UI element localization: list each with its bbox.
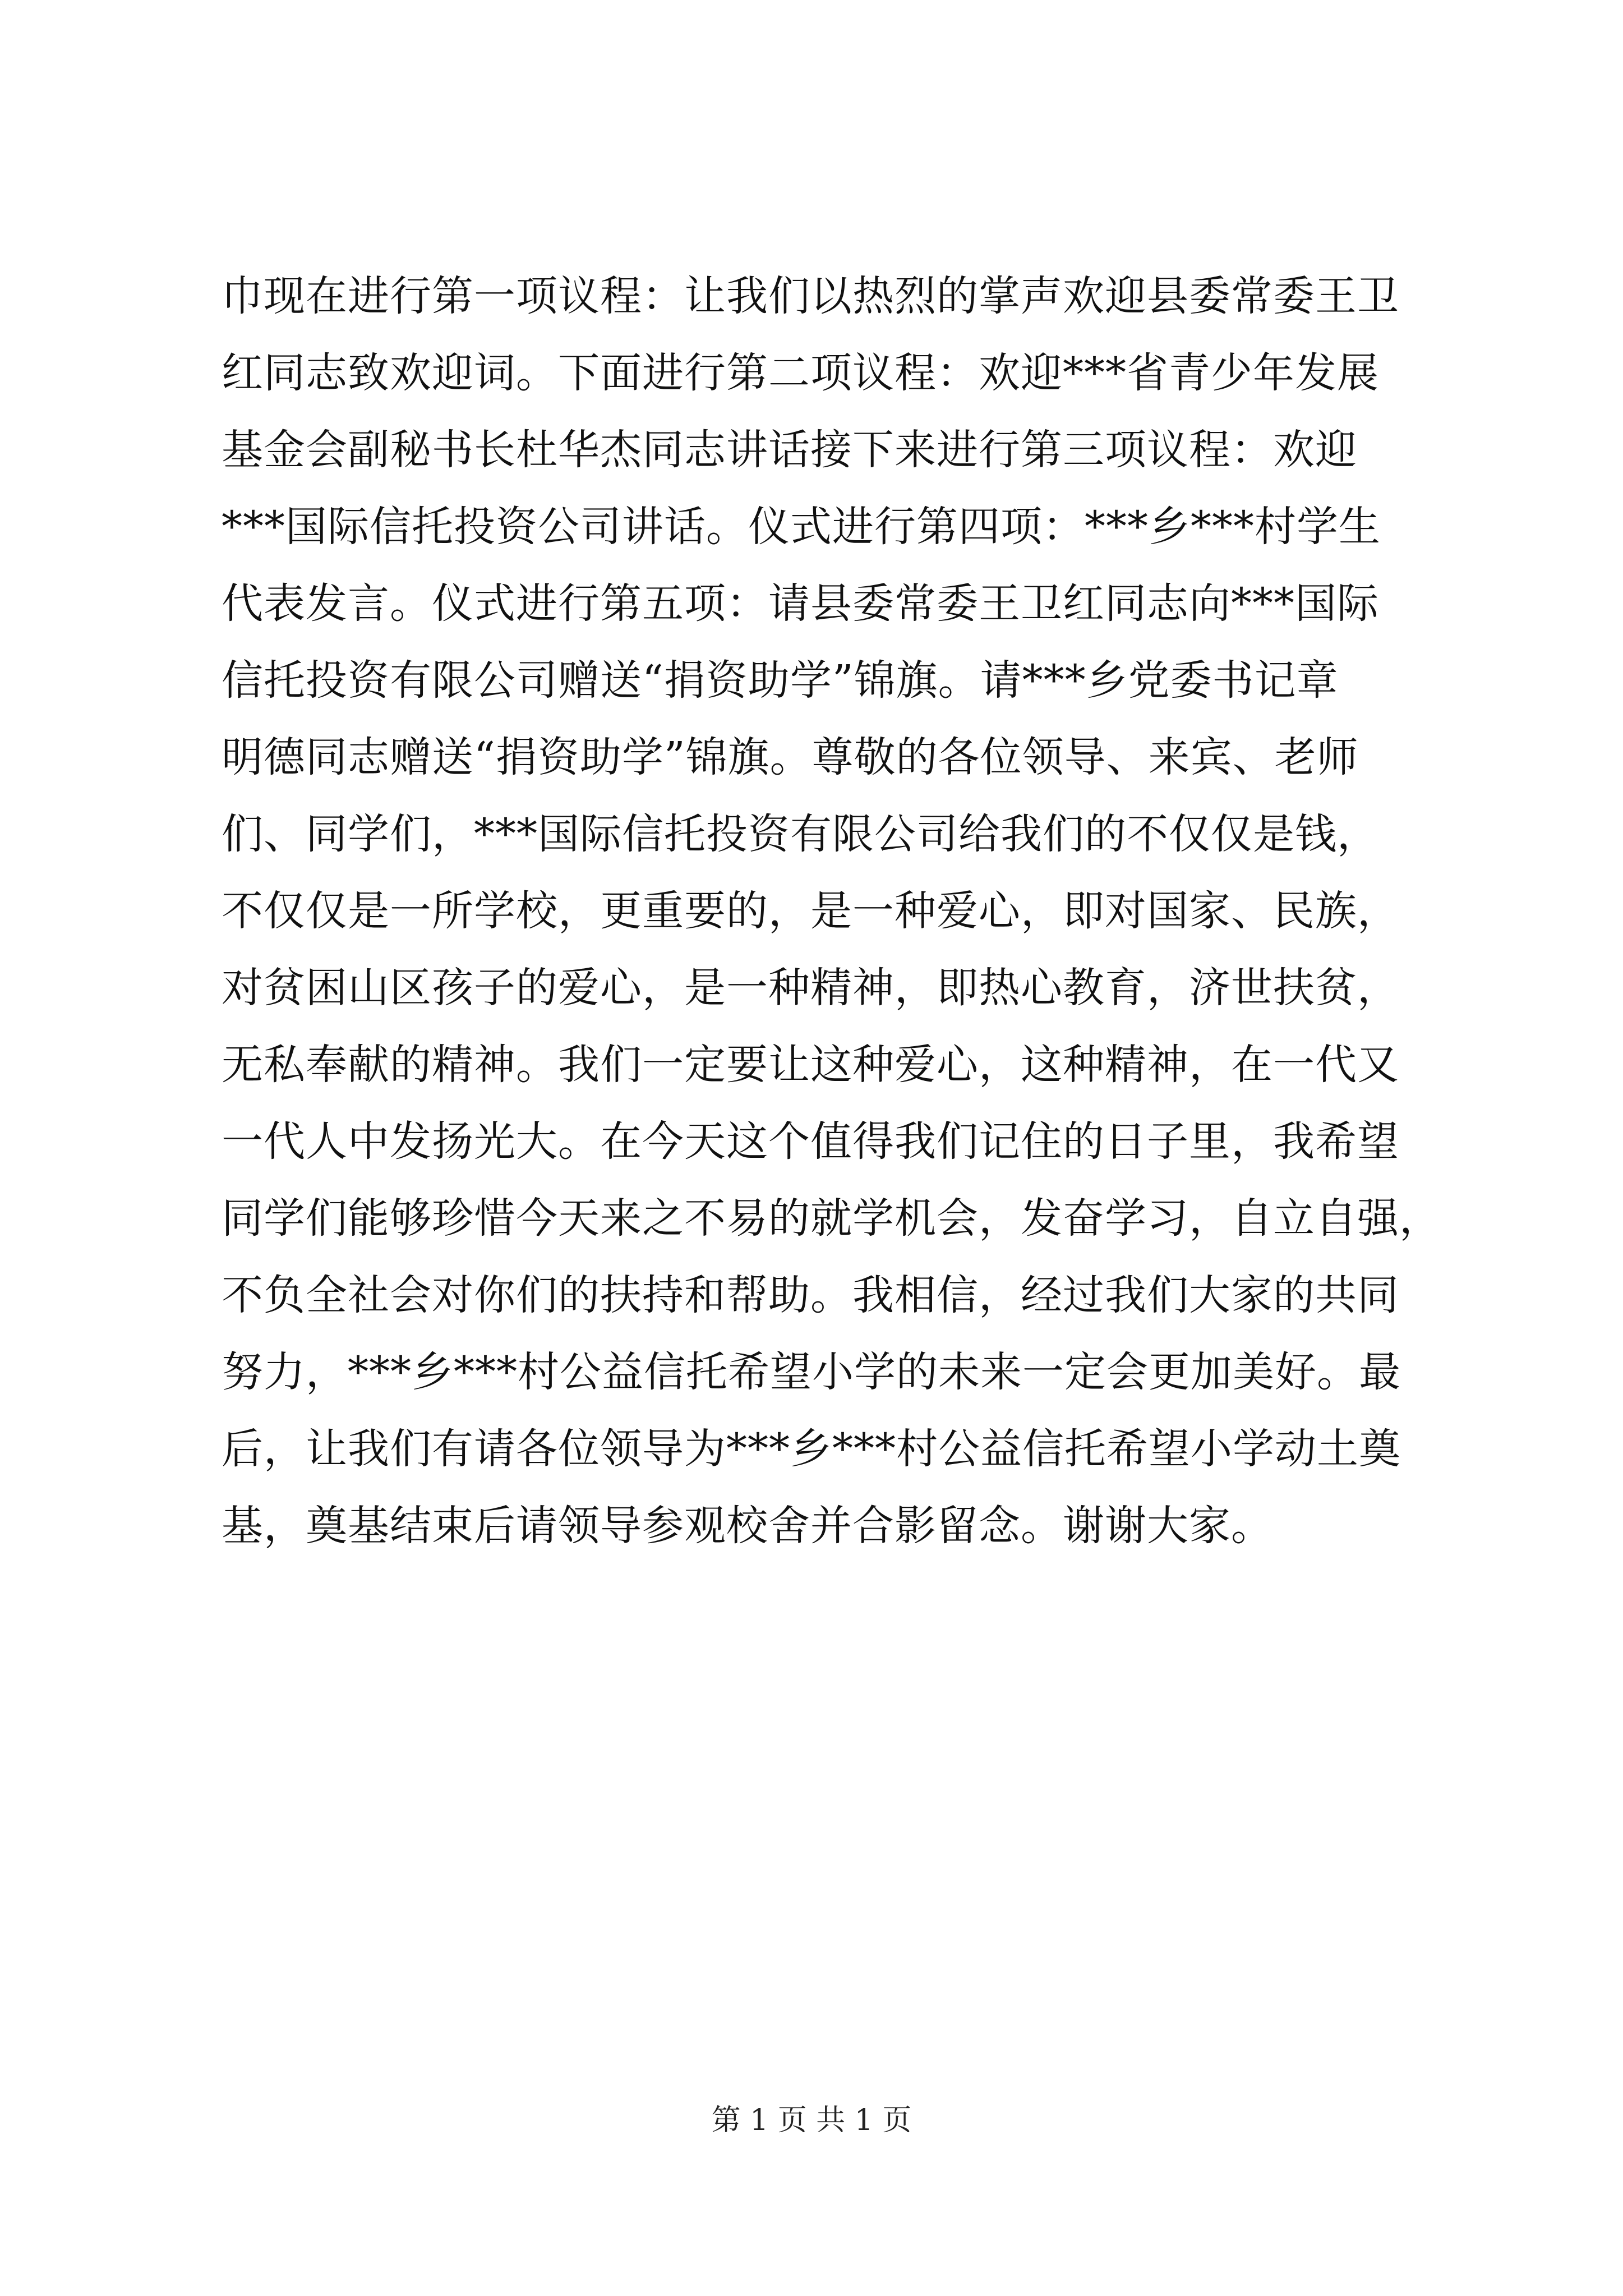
text-line: 们、同学们，***国际信托投资有限公司给我们的不仅仅是钱， (222, 810, 1379, 858)
text-line: 不仅仅是一所学校，更重要的，是一种爱心，即对国家、民族， (222, 887, 1399, 935)
text-line: 努力，***乡***村公益信托希望小学的未来一定会更加美好。最 (222, 1348, 1401, 1396)
page-number: 第 1 页 共 1 页 (711, 2104, 912, 2137)
text-line: 代表发言。仪式进行第五项：请县委常委王卫红同志向***国际 (222, 579, 1379, 628)
text-line: ***国际信托投资公司讲话。仪式进行第四项：***乡***村学生 (222, 503, 1381, 551)
text-line: 无私奉献的精神。我们一定要让这种爱心，这种精神，在一代又 (222, 1041, 1399, 1089)
text-line: 基金会副秘书长杜华杰同志讲话接下来进行第三项议程：欢迎 (222, 426, 1357, 474)
text-line: 一代人中发扬光大。在今天这个值得我们记住的日子里，我希望 (222, 1117, 1399, 1166)
text-line: 不负全社会对你们的扶持和帮助。我相信，经过我们大家的共同 (222, 1271, 1399, 1319)
text-line: 明德同志赠送“捐资助学”锦旗。尊敬的各位领导、来宾、老师 (222, 733, 1359, 781)
text-line: 同学们能够珍惜今天来之不易的就学机会，发奋学习，自立自强， (222, 1194, 1441, 1243)
text-line: 对贫困山区孩子的爱心，是一种精神，即热心教育，济世扶贫， (222, 964, 1399, 1012)
text-line: 基，奠基结束后请领导参观校舍并合影留念。谢谢大家。 (222, 1502, 1273, 1550)
text-line: 信托投资有限公司赠送“捐资助学”锦旗。请***乡党委书记章 (222, 656, 1339, 705)
text-line: 红同志致欢迎词。下面进行第二项议程：欢迎***省青少年发展 (222, 349, 1379, 397)
text-line: 后，让我们有请各位领导为***乡***村公益信托希望小学动土奠 (222, 1425, 1401, 1473)
page-footer (0, 2101, 1623, 2140)
body-paragraph (222, 258, 1441, 1565)
text-line: 巾现在进行第一项议程：让我们以热烈的掌声欢迎县委常委王卫 (222, 272, 1399, 320)
